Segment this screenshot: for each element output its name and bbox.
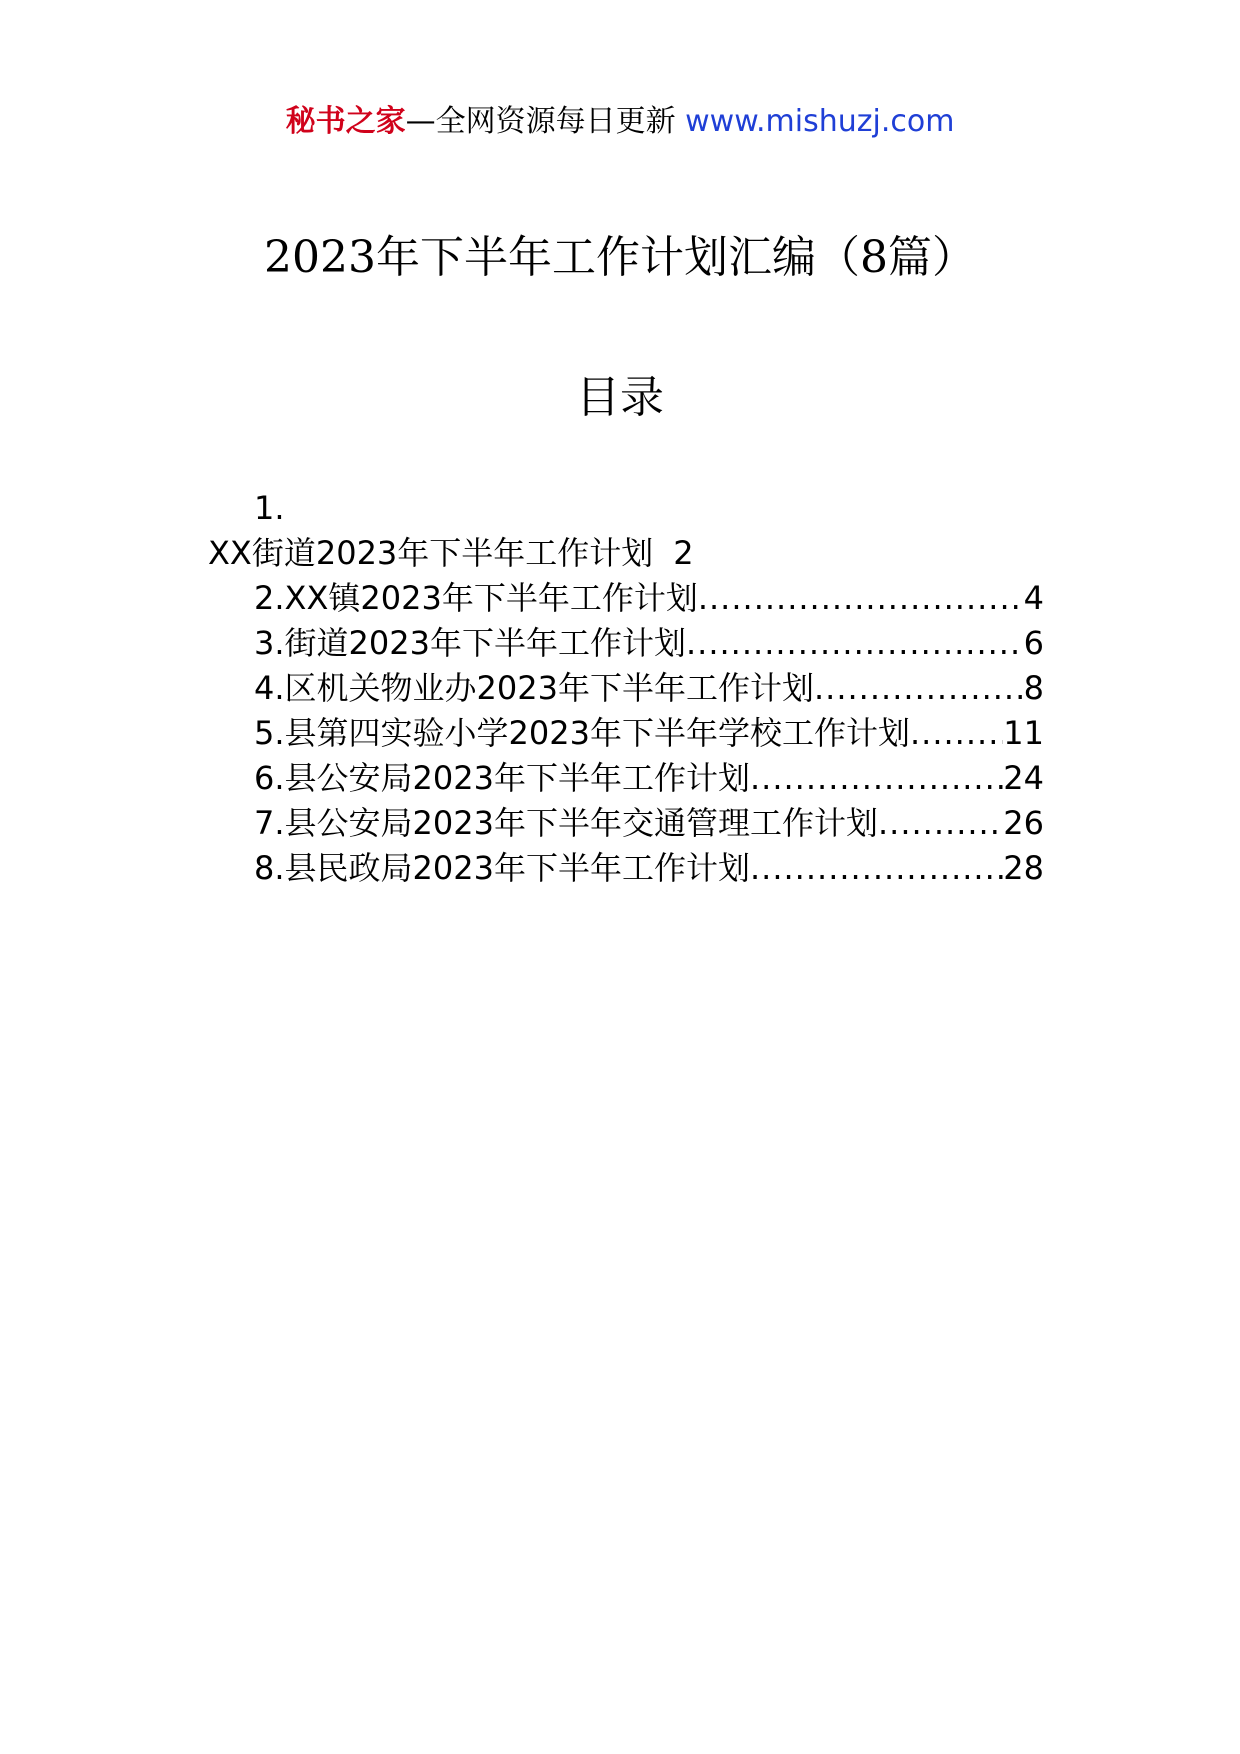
toc-entry-1-number: 1. (254, 489, 285, 527)
toc-entry[interactable] (254, 801, 1044, 846)
toc-entry-number: 2. (254, 579, 285, 617)
toc-dot-leader (750, 846, 1003, 890)
toc-dot-leader (698, 576, 1024, 620)
toc-list (254, 576, 1044, 891)
toc-entry-number: 5. (254, 714, 285, 752)
toc-entry-number: 6. (254, 759, 285, 797)
toc-entry-label: 县第四实验小学2023年下半年学校工作计划 (284, 714, 910, 752)
toc-entry-label: 县公安局2023年下半年交通管理工作计划 (284, 804, 878, 842)
document-title: 2023年下半年工作计划汇编（8篇） (264, 232, 976, 283)
toc-entry-page: 6 (1023, 624, 1044, 662)
toc-entry-label: 县民政局2023年下半年工作计划 (284, 849, 750, 887)
toc-entry-label: 区机关物业办2023年下半年工作计划 (284, 669, 814, 707)
toc-entry[interactable] (254, 846, 1044, 891)
toc-entry-number: 7. (254, 804, 285, 842)
toc-heading: 目录 (576, 372, 664, 423)
toc-entry-1[interactable] (208, 531, 694, 575)
toc-entry-label: XX镇2023年下半年工作计划 (284, 579, 698, 617)
toc-entry[interactable] (254, 756, 1044, 801)
toc-entry-1-page: 2 (673, 534, 694, 572)
toc-entry-number: 4. (254, 669, 285, 707)
toc-entry-page: 24 (1003, 759, 1044, 797)
toc-entry[interactable] (254, 711, 1044, 756)
toc-entry-page: 28 (1003, 849, 1044, 887)
toc-entry-label: 街道2023年下半年工作计划 (284, 624, 686, 662)
toc-entry[interactable] (254, 666, 1044, 711)
toc-dot-leader (814, 666, 1024, 710)
toc-entry-page: 26 (1003, 804, 1044, 842)
site-url-link[interactable]: www.mishuzj.com (685, 104, 955, 139)
toc-entry-number: 3. (254, 624, 285, 662)
toc-dot-leader (878, 801, 1003, 845)
toc-dot-leader (750, 756, 1003, 800)
brand-name: 秘书之家 (285, 104, 406, 139)
site-header (0, 100, 1240, 144)
toc-entry-page: 8 (1023, 669, 1044, 707)
toc-entry[interactable] (254, 621, 1044, 666)
toc-entry-number: 8. (254, 849, 285, 887)
toc-entry-label: 县公安局2023年下半年工作计划 (284, 759, 750, 797)
toc-entry[interactable] (254, 576, 1044, 621)
toc-dot-leader (686, 621, 1024, 665)
toc-entry-page: 4 (1023, 579, 1044, 617)
toc-entry-page: 11 (1003, 714, 1044, 752)
toc-entry-1-label: XX街道2023年下半年工作计划 (208, 534, 654, 572)
toc-dot-leader (910, 711, 1003, 755)
site-slogan: —全网资源每日更新 (405, 104, 676, 139)
